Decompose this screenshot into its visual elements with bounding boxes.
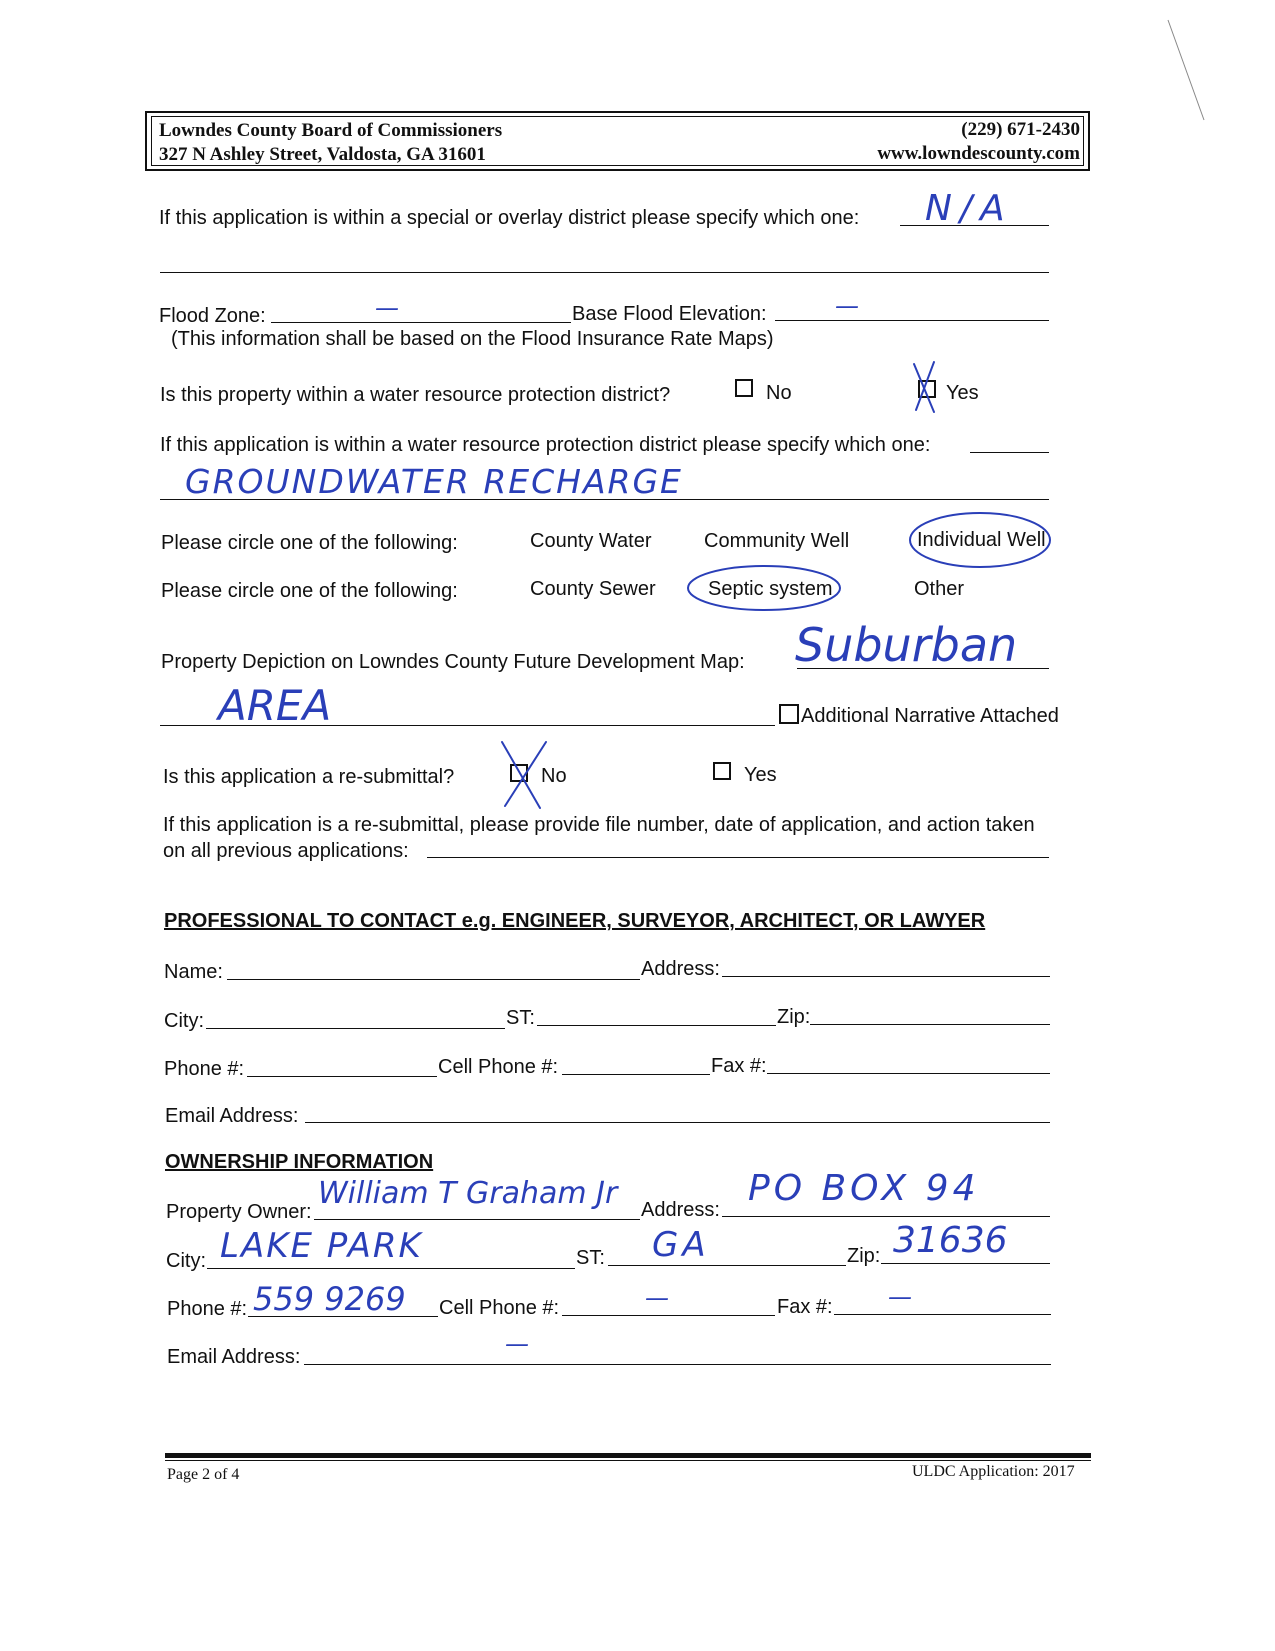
owner-st-line[interactable] [608,1265,846,1266]
water-source-label: Please circle one of the following: [161,532,458,554]
owner-zip-value: 31636 [893,1220,1008,1261]
prof-fax-label: Fax #: [711,1055,767,1077]
owner-cell-line[interactable] [562,1315,775,1316]
prof-city-label: City: [164,1010,204,1032]
prof-cell-line[interactable] [562,1074,710,1075]
header-address: 327 N Ashley Street, Valdosta, GA 31601 [159,144,486,165]
owner-address-line[interactable] [722,1216,1050,1217]
flood-zone-value: — [375,294,399,322]
owner-phone-label: Phone #: [167,1298,248,1320]
footer-rule-thin [165,1460,1091,1461]
resubmittal-yes-checkbox[interactable] [713,762,731,780]
prof-city-line[interactable] [206,1028,505,1029]
owner-label: Property Owner: [166,1201,312,1223]
prof-cell-label: Cell Phone #: [438,1056,559,1078]
resubmittal-info-2: on all previous applications: [163,840,409,862]
owner-cell-value: — [645,1284,669,1312]
bfe-line[interactable] [775,320,1049,321]
overlay-label: If this application is within a special or overlay district please specify which one: [159,207,860,229]
overlay-line-2[interactable] [160,272,1049,273]
owner-city-value: LAKE PARK [220,1226,423,1266]
water-specify-value: GROUNDWATER RECHARGE [185,462,683,501]
prof-st-label: ST: [506,1007,535,1029]
header-box [145,111,1090,171]
overlay-value: N/A [925,188,1013,229]
resubmittal-info-1: If this application is a re-submittal, please provide file number, date of application, and action taken [163,814,1035,836]
footer-form: ULDC Application: 2017 [912,1463,1075,1480]
owner-email-value: — [505,1330,529,1358]
header-phone: (229) 671-2430 [961,119,1080,140]
prof-st-line[interactable] [537,1025,776,1026]
scan-mark [1168,20,1204,120]
owner-email-label: Email Address: [167,1346,301,1368]
flood-zone-line[interactable] [271,322,571,323]
sewer-other[interactable]: Other [914,578,965,600]
bfe-value: — [835,292,859,320]
fdm-value-1: Suburban [795,618,1018,672]
bfe-label: Base Flood Elevation: [572,303,767,325]
owner-fax-label: Fax #: [777,1296,833,1318]
header-website: www.lowndescounty.com [877,143,1080,164]
water-source-county-water[interactable]: County Water [530,530,652,552]
header-org: Lowndes County Board of Commissioners [159,120,503,141]
flood-note: (This information shall be based on the Flood Insurance Rate Maps) [171,328,774,350]
owner-city-line[interactable] [207,1268,575,1269]
prof-name-label: Name: [164,961,223,983]
footer-rule-thick [165,1453,1091,1458]
flood-zone-label: Flood Zone: [159,305,266,327]
fdm-label: Property Depiction on Lowndes County Future Development Map: [161,651,745,673]
prof-fax-line[interactable] [767,1073,1050,1074]
resubmittal-line[interactable] [427,857,1049,858]
owner-address-label: Address: [641,1199,720,1221]
water-district-yes-checkbox[interactable] [918,380,936,398]
owner-phone-value: 559 9269 [253,1280,406,1318]
water-district-no-checkbox[interactable] [735,379,753,397]
fdm-value-2: AREA [218,681,332,730]
narrative-label: Additional Narrative Attached [801,705,1059,727]
sewer-county-sewer[interactable]: County Sewer [530,578,656,600]
prof-email-label: Email Address: [165,1105,299,1127]
water-district-yes-label: Yes [946,382,979,404]
owner-line[interactable] [314,1219,640,1220]
water-specify-label: If this application is within a water resource protection district please specify which one: [160,434,931,456]
prof-address-label: Address: [641,958,720,980]
owner-fax-value: — [888,1283,912,1311]
prof-phone-label: Phone #: [164,1058,245,1080]
resubmittal-yes-label: Yes [744,764,777,786]
resubmittal-no-checkbox[interactable] [510,764,528,782]
prof-zip-label: Zip: [777,1006,811,1028]
owner-st-value: GA [652,1225,710,1265]
sewer-septic-system[interactable]: Septic system [708,578,833,600]
owner-zip-line[interactable] [881,1263,1050,1264]
resubmittal-no-label: No [541,765,567,787]
owner-value: William T Graham Jr [318,1176,618,1211]
water-district-no-label: No [766,382,792,404]
owner-city-label: City: [166,1250,206,1272]
owner-zip-label: Zip: [847,1245,881,1267]
resubmittal-question: Is this application a re-submittal? [163,766,455,788]
ownership-heading: OWNERSHIP INFORMATION [165,1151,434,1173]
prof-name-line[interactable] [227,979,640,980]
owner-st-label: ST: [576,1247,605,1269]
owner-email-line[interactable] [304,1364,1051,1365]
prof-zip-line[interactable] [810,1024,1050,1025]
water-source-community-well[interactable]: Community Well [704,530,850,552]
owner-fax-line[interactable] [834,1314,1051,1315]
prof-address-line[interactable] [722,976,1050,977]
sewer-label: Please circle one of the following: [161,580,458,602]
owner-cell-label: Cell Phone #: [439,1297,560,1319]
water-source-individual-well[interactable]: Individual Well [917,529,1046,551]
footer-page: Page 2 of 4 [167,1466,240,1483]
water-district-question: Is this property within a water resource protection district? [160,384,671,406]
water-specify-line-a[interactable] [970,452,1049,453]
professional-heading: PROFESSIONAL TO CONTACT e.g. ENGINEER, SURVEYOR, ARCHITECT, OR LAWYER [164,910,986,932]
prof-email-line[interactable] [305,1122,1050,1123]
owner-address-value: PO BOX 94 [748,1168,980,1209]
prof-phone-line[interactable] [247,1076,437,1077]
narrative-checkbox[interactable] [779,704,799,724]
